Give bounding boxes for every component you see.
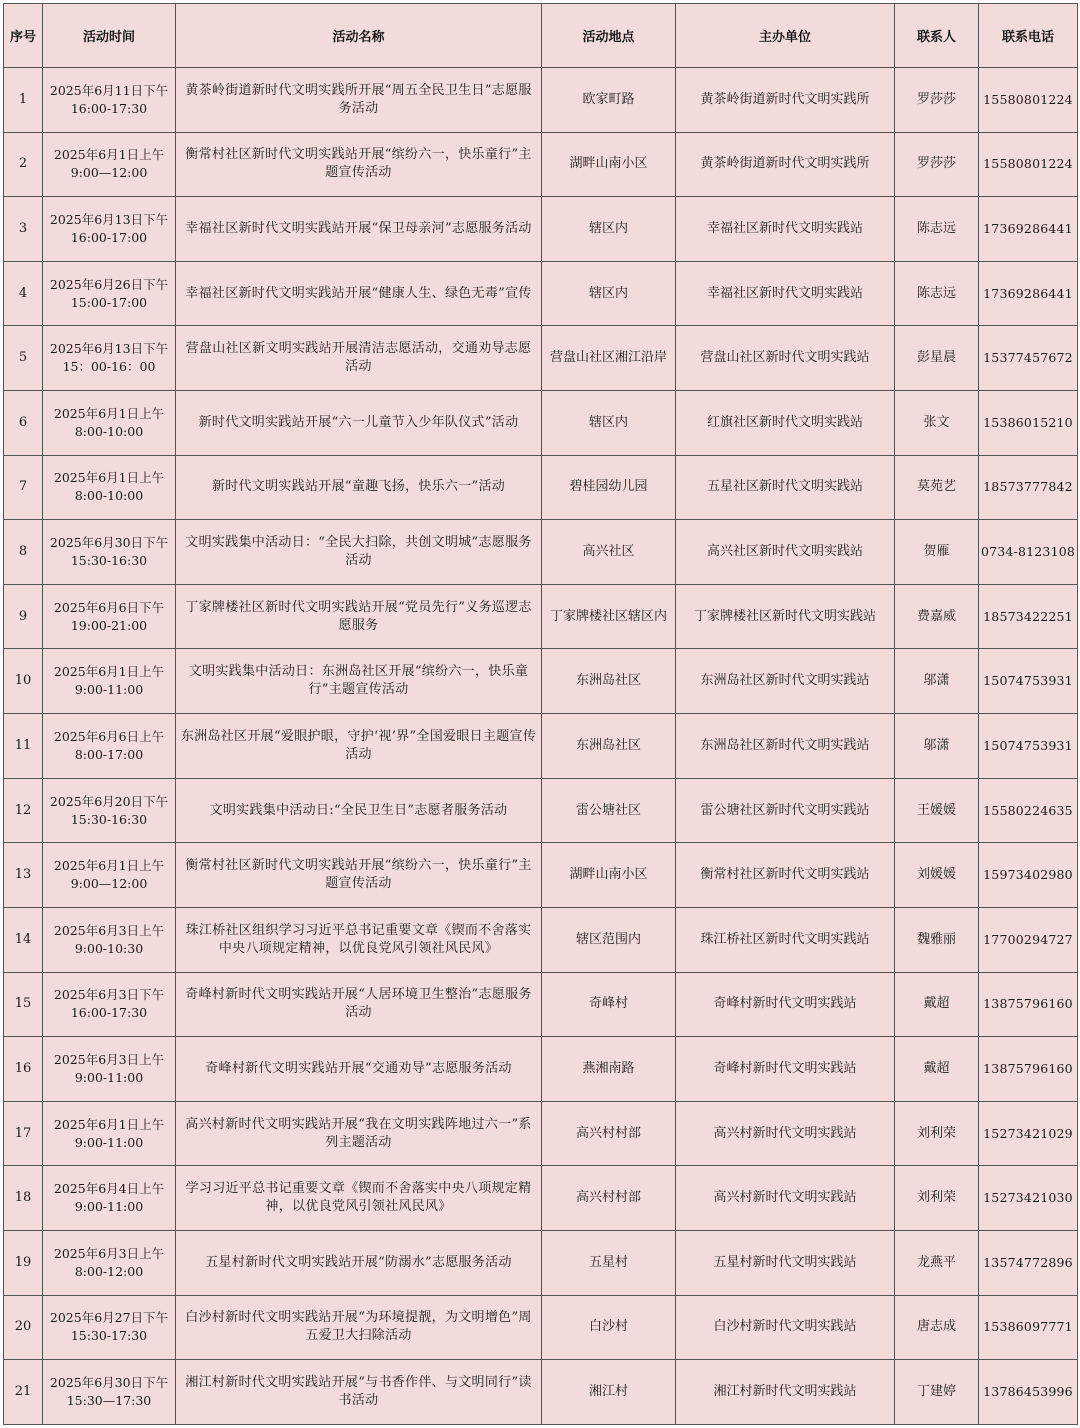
table-row bbox=[4, 68, 1078, 133]
table-row bbox=[4, 197, 1078, 262]
cell-time-date: 2025年6月27日下午 bbox=[49, 1310, 169, 1326]
table-row bbox=[4, 907, 1078, 972]
cell-phone: 13875796160 bbox=[979, 1037, 1078, 1102]
table-row bbox=[4, 1101, 1078, 1166]
cell-contact: 罗莎莎 bbox=[895, 132, 979, 197]
cell-time bbox=[43, 1295, 176, 1360]
cell-no: 8 bbox=[4, 520, 43, 585]
cell-activity-name: 白沙村新时代文明实践站开展“为环境提靓，为文明增色”周五爱卫大扫除活动 bbox=[176, 1295, 542, 1360]
cell-location: 辖区内 bbox=[542, 197, 676, 262]
cell-activity-name: 营盘山社区新文明实践站开展清洁志愿活动，交通劝导志愿活动 bbox=[176, 326, 542, 391]
header-contact: 联系人 bbox=[895, 4, 979, 68]
cell-time-range: 15:30-16:30 bbox=[70, 553, 148, 569]
cell-time-range: 8:00-10:00 bbox=[74, 423, 144, 439]
cell-time-date: 2025年6月20日下午 bbox=[49, 793, 169, 809]
cell-location: 湘江村 bbox=[542, 1360, 676, 1425]
cell-location: 湖畔山南小区 bbox=[542, 132, 676, 197]
cell-no: 19 bbox=[4, 1230, 43, 1295]
cell-contact: 莫苑艺 bbox=[895, 455, 979, 520]
cell-time-date: 2025年6月1日上午 bbox=[53, 405, 165, 421]
cell-location: 欧家町路 bbox=[542, 68, 676, 133]
cell-location: 营盘山社区湘江沿岸 bbox=[542, 326, 676, 391]
header-location: 活动地点 bbox=[542, 4, 676, 68]
cell-organizer: 黄茶岭街道新时代文明实践所 bbox=[676, 132, 895, 197]
cell-location: 东洲岛社区 bbox=[542, 714, 676, 779]
cell-location: 高兴社区 bbox=[542, 520, 676, 585]
cell-contact: 陈志远 bbox=[895, 261, 979, 326]
cell-time-range: 9:00-10:30 bbox=[74, 940, 144, 956]
cell-phone: 15074753931 bbox=[979, 714, 1078, 779]
cell-phone: 15386097771 bbox=[979, 1295, 1078, 1360]
cell-time bbox=[43, 843, 176, 908]
cell-organizer: 幸福社区新时代文明实践站 bbox=[676, 197, 895, 262]
table-row bbox=[4, 455, 1078, 520]
cell-time-range: 19:00-21:00 bbox=[70, 617, 148, 633]
activity-table bbox=[3, 3, 1078, 1425]
cell-organizer: 珠江桥社区新时代文明实践站 bbox=[676, 907, 895, 972]
header-no: 序号 bbox=[4, 4, 43, 68]
cell-activity-name: 东洲岛社区开展“爱眼护眼，守护‘视’界”全国爱眼日主题宣传活动 bbox=[176, 714, 542, 779]
header-phone: 联系电话 bbox=[979, 4, 1078, 68]
cell-no: 1 bbox=[4, 68, 43, 133]
cell-no: 21 bbox=[4, 1360, 43, 1425]
cell-time-range: 9:00-11:00 bbox=[74, 1199, 144, 1215]
cell-time bbox=[43, 68, 176, 133]
cell-phone: 15580801224 bbox=[979, 132, 1078, 197]
cell-organizer: 东洲岛社区新时代文明实践站 bbox=[676, 649, 895, 714]
cell-organizer: 五星社区新时代文明实践站 bbox=[676, 455, 895, 520]
cell-location: 丁家牌楼社区辖区内 bbox=[542, 584, 676, 649]
cell-time-range: 9:00-11:00 bbox=[74, 1069, 144, 1085]
cell-phone: 15386015210 bbox=[979, 391, 1078, 456]
cell-contact: 彭星晨 bbox=[895, 326, 979, 391]
cell-location: 奇峰村 bbox=[542, 972, 676, 1037]
cell-time-date: 2025年6月11日下午 bbox=[49, 82, 169, 98]
cell-phone: 18573422251 bbox=[979, 584, 1078, 649]
cell-contact: 邬潇 bbox=[895, 714, 979, 779]
cell-time bbox=[43, 1360, 176, 1425]
cell-no: 15 bbox=[4, 972, 43, 1037]
cell-time bbox=[43, 132, 176, 197]
cell-contact: 戴超 bbox=[895, 972, 979, 1037]
table-row bbox=[4, 972, 1078, 1037]
cell-time bbox=[43, 907, 176, 972]
cell-time-date: 2025年6月26日下午 bbox=[49, 276, 169, 292]
cell-contact: 唐志成 bbox=[895, 1295, 979, 1360]
cell-location: 白沙村 bbox=[542, 1295, 676, 1360]
cell-time bbox=[43, 972, 176, 1037]
cell-activity-name: 黄茶岭街道新时代文明实践所开展“周五全民卫生日”志愿服务活动 bbox=[176, 68, 542, 133]
cell-time-date: 2025年6月13日下午 bbox=[49, 212, 169, 228]
cell-activity-name: 高兴村新时代文明实践站开展“我在文明实践阵地过六一”系列主题活动 bbox=[176, 1101, 542, 1166]
cell-time-range: 9:00—12:00 bbox=[70, 876, 148, 892]
cell-no: 20 bbox=[4, 1295, 43, 1360]
table-row bbox=[4, 649, 1078, 714]
cell-contact: 丁建婷 bbox=[895, 1360, 979, 1425]
cell-phone: 13875796160 bbox=[979, 972, 1078, 1037]
cell-time-date: 2025年6月1日上午 bbox=[53, 858, 165, 874]
cell-location: 高兴村村部 bbox=[542, 1101, 676, 1166]
cell-phone: 13574772896 bbox=[979, 1230, 1078, 1295]
cell-activity-name: 珠江桥社区组织学习习近平总书记重要文章《锲而不舍落实中央八项规定精神，以优良党风引领社风民风》 bbox=[176, 907, 542, 972]
activity-schedule-sheet bbox=[3, 3, 1077, 1425]
cell-time-range: 8:00-12:00 bbox=[74, 1263, 144, 1279]
cell-time bbox=[43, 520, 176, 585]
cell-organizer: 高兴村新时代文明实践站 bbox=[676, 1101, 895, 1166]
cell-activity-name: 幸福社区新时代文明实践站开展“健康人生、绿色无毒”宣传 bbox=[176, 261, 542, 326]
cell-time-date: 2025年6月1日上午 bbox=[53, 1116, 165, 1132]
cell-organizer: 黄茶岭街道新时代文明实践所 bbox=[676, 68, 895, 133]
cell-location: 辖区内 bbox=[542, 391, 676, 456]
cell-time-range: 16:00-17:30 bbox=[70, 1005, 148, 1021]
cell-time bbox=[43, 1101, 176, 1166]
cell-organizer: 五星村新时代文明实践站 bbox=[676, 1230, 895, 1295]
cell-time-range: 15:30-17:30 bbox=[70, 1328, 148, 1344]
cell-contact: 陈志远 bbox=[895, 197, 979, 262]
cell-organizer: 雷公塘社区新时代文明实践站 bbox=[676, 778, 895, 843]
cell-time-date: 2025年6月13日下午 bbox=[49, 341, 169, 357]
cell-no: 6 bbox=[4, 391, 43, 456]
cell-activity-name: 幸福社区新时代文明实践站开展“保卫母亲河”志愿服务活动 bbox=[176, 197, 542, 262]
cell-no: 12 bbox=[4, 778, 43, 843]
cell-time-range: 8:00-17:00 bbox=[74, 746, 144, 762]
cell-time-range: 9:00-11:00 bbox=[74, 1134, 144, 1150]
cell-time-range: 15:30-16:30 bbox=[70, 811, 148, 827]
cell-no: 18 bbox=[4, 1166, 43, 1231]
cell-no: 16 bbox=[4, 1037, 43, 1102]
cell-time-date: 2025年6月4日上午 bbox=[53, 1181, 165, 1197]
cell-phone: 15580801224 bbox=[979, 68, 1078, 133]
cell-organizer: 东洲岛社区新时代文明实践站 bbox=[676, 714, 895, 779]
cell-location: 高兴村村部 bbox=[542, 1166, 676, 1231]
cell-phone: 15074753931 bbox=[979, 649, 1078, 714]
cell-contact: 邬潇 bbox=[895, 649, 979, 714]
cell-time-range: 8:00-10:00 bbox=[74, 488, 144, 504]
cell-activity-name: 湘江村新时代文明实践站开展“与书香作伴、与文明同行”读书活动 bbox=[176, 1360, 542, 1425]
cell-activity-name: 丁家牌楼社区新时代文明实践站开展“党员先行”义务巡逻志愿服务 bbox=[176, 584, 542, 649]
cell-location: 燕湘南路 bbox=[542, 1037, 676, 1102]
cell-time-date: 2025年6月1日上午 bbox=[53, 664, 165, 680]
cell-contact: 王媛媛 bbox=[895, 778, 979, 843]
cell-no: 17 bbox=[4, 1101, 43, 1166]
cell-no: 7 bbox=[4, 455, 43, 520]
cell-time bbox=[43, 326, 176, 391]
cell-activity-name: 文明实践集中活动日:“全民卫生日”志愿者服务活动 bbox=[176, 778, 542, 843]
cell-phone: 15273421030 bbox=[979, 1166, 1078, 1231]
cell-no: 2 bbox=[4, 132, 43, 197]
cell-time-range: 15:00-17:00 bbox=[70, 294, 148, 310]
cell-contact: 戴超 bbox=[895, 1037, 979, 1102]
cell-no: 5 bbox=[4, 326, 43, 391]
cell-contact: 龙燕平 bbox=[895, 1230, 979, 1295]
table-row bbox=[4, 1037, 1078, 1102]
cell-activity-name: 五星村新时代文明实践站开展“防溺水”志愿服务活动 bbox=[176, 1230, 542, 1295]
cell-time-date: 2025年6月6日下午 bbox=[53, 599, 165, 615]
cell-time-range: 9:00-11:00 bbox=[74, 682, 144, 698]
cell-time-range: 15:30—17:30 bbox=[66, 1393, 152, 1409]
cell-time bbox=[43, 714, 176, 779]
cell-organizer: 红旗社区新时代文明实践站 bbox=[676, 391, 895, 456]
cell-location: 辖区范围内 bbox=[542, 907, 676, 972]
cell-activity-name: 奇峰村新代文明实践站开展“交通劝导”志愿服务活动 bbox=[176, 1037, 542, 1102]
cell-activity-name: 衡常村社区新时代文明实践站开展“缤纷六一，快乐童行”主题宣传活动 bbox=[176, 843, 542, 908]
cell-no: 14 bbox=[4, 907, 43, 972]
cell-activity-name: 文明实践集中活动日：“全民大扫除，共创文明城”志愿服务活动 bbox=[176, 520, 542, 585]
cell-phone: 13786453996 bbox=[979, 1360, 1078, 1425]
cell-time-date: 2025年6月6日上午 bbox=[53, 728, 165, 744]
cell-time bbox=[43, 261, 176, 326]
cell-organizer: 高兴社区新时代文明实践站 bbox=[676, 520, 895, 585]
cell-organizer: 幸福社区新时代文明实践站 bbox=[676, 261, 895, 326]
cell-no: 3 bbox=[4, 197, 43, 262]
cell-organizer: 丁家牌楼社区新时代文明实践站 bbox=[676, 584, 895, 649]
cell-contact: 刘利荣 bbox=[895, 1101, 979, 1166]
cell-phone: 17700294727 bbox=[979, 907, 1078, 972]
table-row bbox=[4, 778, 1078, 843]
cell-organizer: 湘江村新时代文明实践站 bbox=[676, 1360, 895, 1425]
cell-time bbox=[43, 455, 176, 520]
table-row bbox=[4, 714, 1078, 779]
cell-time-date: 2025年6月30日下午 bbox=[49, 1375, 169, 1391]
header-organizer: 主办单位 bbox=[676, 4, 895, 68]
cell-organizer: 白沙村新时代文明实践站 bbox=[676, 1295, 895, 1360]
table-row bbox=[4, 132, 1078, 197]
cell-time-date: 2025年6月3日上午 bbox=[53, 1051, 165, 1067]
cell-contact: 刘媛媛 bbox=[895, 843, 979, 908]
cell-no: 13 bbox=[4, 843, 43, 908]
cell-phone: 0734-8123108 bbox=[979, 520, 1078, 585]
cell-organizer: 奇峰村新时代文明实践站 bbox=[676, 972, 895, 1037]
cell-contact: 魏雅丽 bbox=[895, 907, 979, 972]
cell-phone: 17369286441 bbox=[979, 261, 1078, 326]
cell-time bbox=[43, 1166, 176, 1231]
cell-location: 碧桂园幼儿园 bbox=[542, 455, 676, 520]
cell-time bbox=[43, 584, 176, 649]
cell-time bbox=[43, 391, 176, 456]
cell-location: 东洲岛社区 bbox=[542, 649, 676, 714]
cell-phone: 18573777842 bbox=[979, 455, 1078, 520]
cell-contact: 刘利荣 bbox=[895, 1166, 979, 1231]
header-time: 活动时间 bbox=[43, 4, 176, 68]
cell-activity-name: 新时代文明实践站开展“童趣飞扬，快乐六一”活动 bbox=[176, 455, 542, 520]
cell-phone: 15273421029 bbox=[979, 1101, 1078, 1166]
table-row bbox=[4, 520, 1078, 585]
table-body bbox=[4, 68, 1078, 1425]
cell-organizer: 高兴村新时代文明实践站 bbox=[676, 1166, 895, 1231]
cell-organizer: 营盘山社区新时代文明实践站 bbox=[676, 326, 895, 391]
cell-time-date: 2025年6月1日上午 bbox=[53, 470, 165, 486]
cell-time bbox=[43, 778, 176, 843]
table-row bbox=[4, 1166, 1078, 1231]
cell-time-range: 16:00-17:00 bbox=[70, 230, 148, 246]
table-row bbox=[4, 1360, 1078, 1425]
cell-organizer: 衡常村社区新时代文明实践站 bbox=[676, 843, 895, 908]
table-row bbox=[4, 584, 1078, 649]
header-name: 活动名称 bbox=[176, 4, 542, 68]
cell-phone: 15377457672 bbox=[979, 326, 1078, 391]
cell-organizer: 奇峰村新时代文明实践站 bbox=[676, 1037, 895, 1102]
cell-phone: 15580224635 bbox=[979, 778, 1078, 843]
cell-no: 4 bbox=[4, 261, 43, 326]
cell-contact: 张文 bbox=[895, 391, 979, 456]
table-row bbox=[4, 391, 1078, 456]
table-row bbox=[4, 326, 1078, 391]
cell-time-range: 9:00—12:00 bbox=[70, 165, 148, 181]
table-row bbox=[4, 1295, 1078, 1360]
cell-time bbox=[43, 1037, 176, 1102]
table-row bbox=[4, 1230, 1078, 1295]
cell-time-date: 2025年6月3日上午 bbox=[53, 1245, 165, 1261]
cell-location: 雷公塘社区 bbox=[542, 778, 676, 843]
cell-no: 11 bbox=[4, 714, 43, 779]
table-header-row bbox=[4, 4, 1078, 68]
cell-time bbox=[43, 649, 176, 714]
cell-activity-name: 新时代文明实践站开展“六一儿童节入少年队仪式”活动 bbox=[176, 391, 542, 456]
table-row bbox=[4, 261, 1078, 326]
cell-time-date: 2025年6月3日上午 bbox=[53, 922, 165, 938]
cell-contact: 罗莎莎 bbox=[895, 68, 979, 133]
cell-time bbox=[43, 1230, 176, 1295]
cell-contact: 贺雁 bbox=[895, 520, 979, 585]
cell-phone: 17369286441 bbox=[979, 197, 1078, 262]
cell-location: 五星村 bbox=[542, 1230, 676, 1295]
cell-time-range: 15：00-16：00 bbox=[62, 359, 156, 375]
cell-no: 9 bbox=[4, 584, 43, 649]
cell-location: 辖区内 bbox=[542, 261, 676, 326]
cell-time-date: 2025年6月30日下午 bbox=[49, 535, 169, 551]
table-row bbox=[4, 843, 1078, 908]
cell-time-date: 2025年6月3日下午 bbox=[53, 987, 165, 1003]
cell-activity-name: 学习习近平总书记重要文章《锲而不舍落实中央八项规定精神，以优良党风引领社风民风》 bbox=[176, 1166, 542, 1231]
cell-activity-name: 奇峰村新时代文明实践站开展“人居环境卫生整治”志愿服务活动 bbox=[176, 972, 542, 1037]
cell-contact: 费嘉威 bbox=[895, 584, 979, 649]
cell-no: 10 bbox=[4, 649, 43, 714]
cell-activity-name: 文明实践集中活动日：东洲岛社区开展“缤纷六一，快乐童行”主题宣传活动 bbox=[176, 649, 542, 714]
cell-time-date: 2025年6月1日上午 bbox=[53, 147, 165, 163]
cell-phone: 15973402980 bbox=[979, 843, 1078, 908]
cell-activity-name: 衡常村社区新时代文明实践站开展“缤纷六一，快乐童行”主题宣传活动 bbox=[176, 132, 542, 197]
cell-location: 湖畔山南小区 bbox=[542, 843, 676, 908]
cell-time bbox=[43, 197, 176, 262]
cell-time-range: 16:00-17:30 bbox=[70, 100, 148, 116]
